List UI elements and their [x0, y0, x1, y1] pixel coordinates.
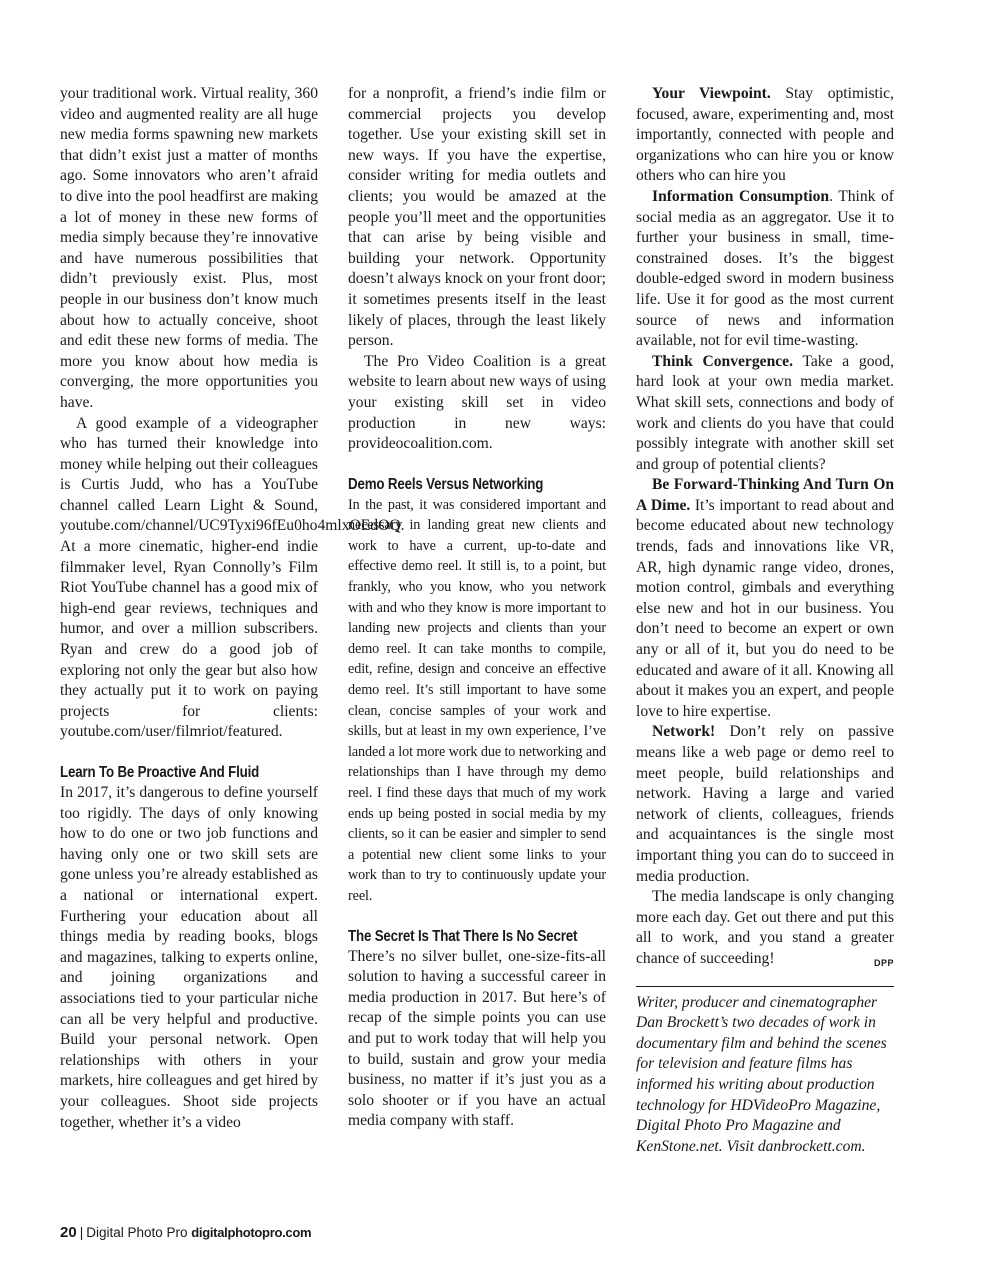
tip-text: Take a good, hard look at your own media market. What skill sets, connections and body of work and clients do you have that could possibly integrate with another skill set and group of potential clients? — [636, 352, 895, 473]
section-heading: Learn To Be Proactive And Fluid — [60, 764, 260, 781]
tip-text: It’s important to read about and become educated about new technology trends, fads and innovations like VR, AR, high dynamic range video, drones, motion control, gimbals and everything else new and hot in our business. You don’t need to become an expert or own any or all of it, but you do need to be educated and aware of it all. Knowing all about it makes you an expert, and people love to hire expertise. — [636, 496, 894, 720]
tip-title: Think Convergence. — [652, 352, 793, 370]
divider — [636, 986, 894, 987]
article-column-1 — [60, 84, 405, 1133]
footer-separator: | — [79, 1225, 84, 1240]
tip-paragraph — [636, 722, 894, 887]
tip-paragraph — [636, 84, 894, 187]
tip-title: Network! — [652, 723, 716, 741]
tip-title: Be Forward-Thinking And Turn On A Dime. — [636, 476, 894, 514]
paragraph: In 2017, it’s dangerous to define yourself too rigidly. The days of only knowing how to do one or two job functions and having only one or two skill sets are gone unless you’re already established as a national or international expert. Furthering your education about all things media by reading books, blogs and magazines, talking to experts online, and joining organizations and associations tied to your particular niche can all be very helpful and productive. Build your personal network. Open relationships with others in your markets, hire colleagues and get hired by your colleagues. Shoot side projects together, whether it’s a video — [60, 784, 318, 1131]
paragraph: There’s no silver bullet, one-size-fits-all solution to having a successful career in media production in 2017. But here’s of recap of the simple points you can use and put to work today that will help you to build, sustain and grow your media business, no matter if it’s just you as a solo shooter or if you have an actual media company with staff. — [348, 947, 606, 1130]
tip-text: . Think of social media as an aggregator. Use it to further your business in small, time-constrained doses. It’s the biggest double-edged sword in modern business life. Use it for good as the most current source of news and information available, not for evil time-wasting. — [636, 187, 894, 350]
page-number: 20 — [60, 1224, 77, 1241]
tip-paragraph — [636, 187, 894, 352]
page-footer — [60, 1224, 311, 1241]
closing-text: The media landscape is only changing more each day. Get out there and put this all to work, and you stand a greater chance of succeeding! — [636, 888, 894, 967]
magazine-url: digitalphotopro.com — [191, 1225, 312, 1240]
paragraph: In the past, it was considered important and necessary in landing great new clients and work to have a current, up-to-date and effective demo reel. It still is, to a point, but frankly, who you know, who you network with and who they know is more important to landing new projects and clients than your demo reel. It can take months to compile, edit, refine, design and conceive an effective demo reel. It’s still important to have some clean, concise samples of your work and skills, but at least in my own experience, I’ve landed a lot more work due to networking and relationships than I have through my demo reel. I find these days that much of my work ends up being posted in social media by my clients, so it can be easier and simpler to send a potential new client some links to your work than to try to continuously update your reel. — [348, 496, 606, 904]
article-column-2 — [348, 84, 606, 1132]
article-column-3 — [636, 84, 894, 1157]
magazine-name: Digital Photo Pro — [86, 1225, 188, 1240]
paragraph: The Pro Video Coalition is a great website to learn about new ways of using your existing skill set in video production in new ways: provideocoalition.com. — [348, 352, 606, 453]
author-bio: Writer, producer and cinematographer Dan Brockett’s two decades of work in documentary film and behind the scenes for television and feature films has informed his writing about production technology for HDVideoPro Magazine, Digital Photo Pro Magazine and KenStone.net. Visit danbrockett.com. — [636, 993, 887, 1155]
tip-text: Stay optimistic, focused, aware, experimenting and, most importantly, connected with people and organizations who can hire you or know others who can hire you — [636, 85, 894, 185]
section-heading: The Secret Is That There Is No Secret — [348, 927, 578, 945]
tip-title: Your Viewpoint. — [652, 85, 771, 102]
closing-paragraph — [636, 887, 894, 969]
section-heading: Demo Reels Versus Networking — [348, 475, 544, 493]
tip-paragraph — [636, 475, 894, 722]
tip-text: Don’t rely on passive means like a web page or demo reel to meet people, build relationships and network. Having a large and varied network of clients, colleagues, friends and acquaintances is the single most important thing you can do to succeed in media production. — [636, 723, 894, 885]
paragraph: your traditional work. Virtual reality, 360 video and augmented reality are all huge new media forms spawning new markets that didn’t exist just a matter of months ago. Some innovators who aren’t afraid to dive into the pool headfirst are making a lot of money in these new forms of media simply because they’re innovative and have numerous possibilities that didn’t previously exist. Plus, most people in our business don’t know much about how to actually conceive, shoot and edit these new forms of media. The more you know about how media is converging, the more opportunities you have. — [60, 85, 318, 411]
tip-paragraph — [636, 352, 894, 476]
paragraph: A good example of a videographer who has turned their knowledge into money while helping out their colleagues is Curtis Judd, who has a YouTube channel called Learn Light & Sound, youtube.com/channel/UC9Tyxi96fEu0ho4mlxOEdOQ. At a more cinematic, higher-end indie filmmaker level, Ryan Connolly’s Film Riot YouTube channel has a good mix of high-end gear reviews, techniques and humor, and over a million subscribers. Ryan and crew do a good job of exploring not only the gear but also how they actually put it to work on paying projects for clients: youtube.com/user/filmriot/featured. — [60, 414, 405, 741]
end-mark: DPP — [873, 957, 894, 968]
tip-title: Information Consumption — [652, 187, 830, 205]
paragraph: for a nonprofit, a friend’s indie film or commercial projects you develop together. Use your existing skill set in new ways. If you have the expertise, consider writing for media outlets and clients; you would be amazed at the people you’ll meet and the opportunities that can arise by being visible and building your network. Opportunity doesn’t always knock on your front door; it sometimes presents itself in the least likely of places, through the least likely person. — [348, 85, 606, 350]
